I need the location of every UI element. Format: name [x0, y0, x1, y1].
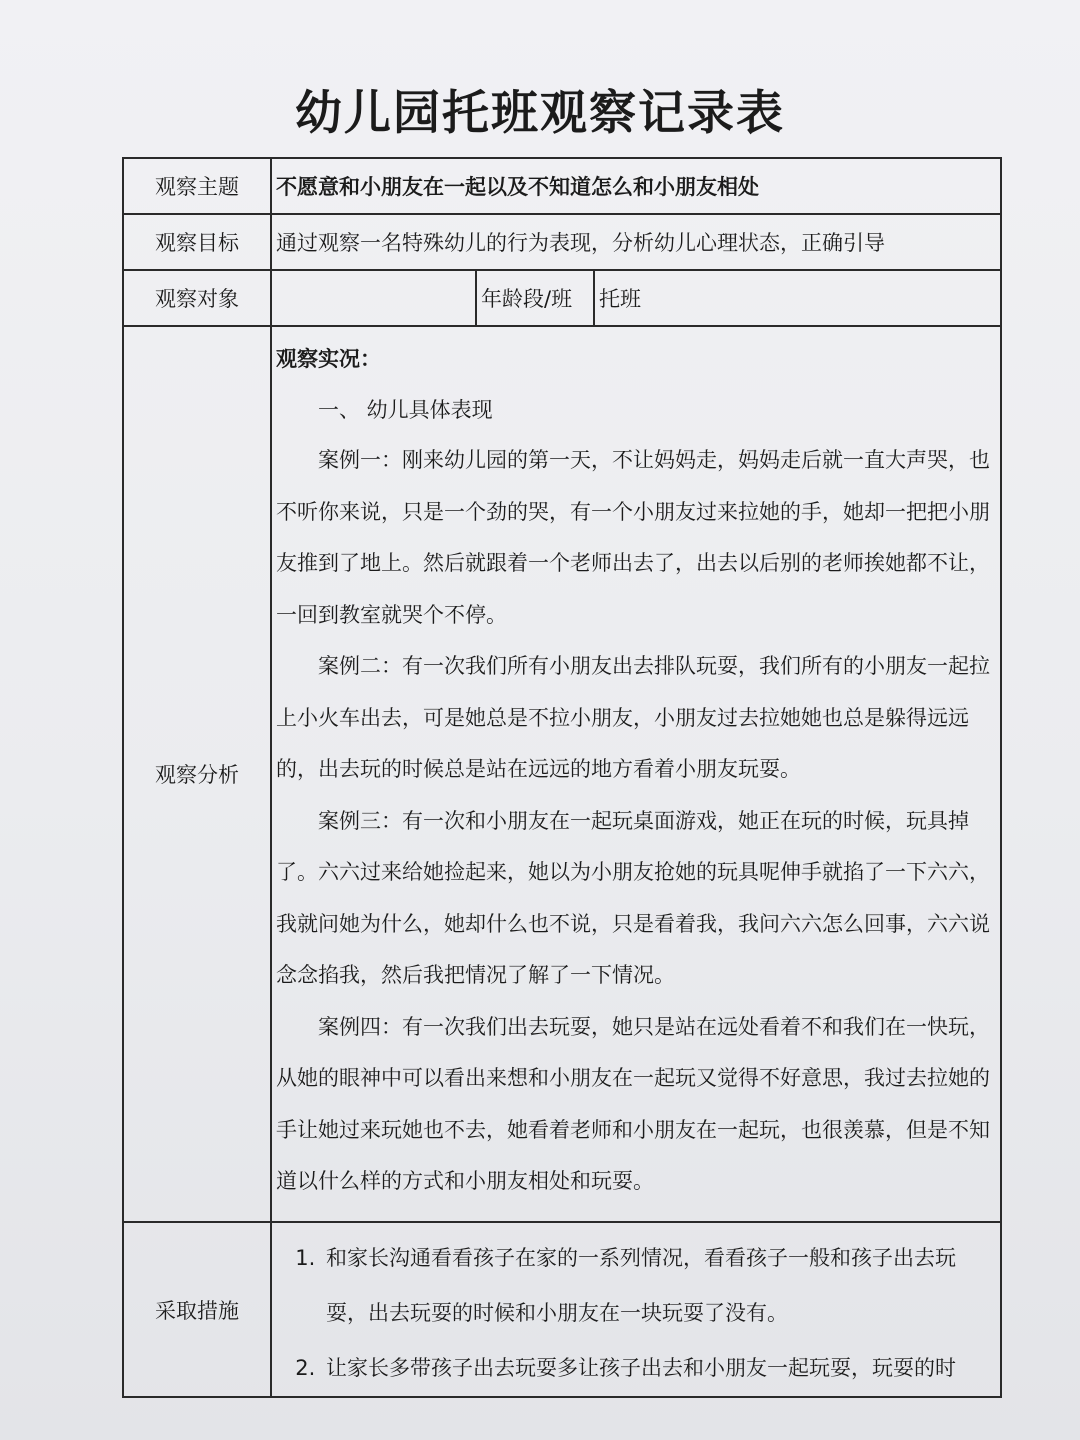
theme-value: 不愿意和小朋友在一起以及不知道怎么和小朋友相处 — [271, 158, 1001, 214]
row-analysis — [123, 326, 1001, 1222]
measures-content — [271, 1222, 1001, 1397]
analysis-content — [271, 326, 1001, 1222]
row-measures — [123, 1222, 1001, 1397]
case-paragraph: 案例三：有一次和小朋友在一起玩桌面游戏，她正在玩的时候，玩具掉了。六六过来给她捡起来，她以为小朋友抢她的玩具呢伸手就掐了一下六六，我就问她为什么，她却什么也不说，只是看着我，我问六六怎么回事，六六说念念掐我，然后我把情况了解了一下情况。 — [276, 808, 990, 987]
row-goal — [123, 214, 1001, 270]
subject-label: 观察对象 — [123, 270, 271, 326]
observation-form — [122, 157, 1002, 1398]
theme-label: 观察主题 — [123, 158, 271, 214]
case-paragraph: 案例一：刚来幼儿园的第一天，不让妈妈走，妈妈走后就一直大声哭，也不听你来说，只是一个劲的哭，有一个小朋友过来拉她的手，她却一把把小朋友推到了地上。然后就跟着一个老师出去了，出去以后别的老师挨她都不让，一回到教室就哭个不停。 — [276, 448, 990, 627]
measures-label: 采取措施 — [123, 1222, 271, 1397]
measures-list — [276, 1223, 996, 1396]
goal-label: 观察目标 — [123, 214, 271, 270]
goal-value: 通过观察一名特殊幼儿的行为表现，分析幼儿心理状态，正确引导 — [271, 214, 1001, 270]
age-value: 托班 — [594, 270, 1001, 326]
case-paragraph: 案例二：有一次我们所有小朋友出去排队玩耍，我们所有的小朋友一起拉上小火车出去，可是她总是不拉小朋友，小朋友过去拉她她也总是躲得远远的，出去玩的时候总是站在远远的地方看着小朋友玩耍。 — [276, 654, 990, 781]
row-theme — [123, 158, 1001, 214]
case-paragraph: 案例四：有一次我们出去玩耍，她只是站在远处看着不和我们在一快玩，从她的眼神中可以看出来想和小朋友在一起玩又觉得不好意思，我过去拉她的手让她过来玩她也不去，她看着老师和小朋友在一起玩，也很羡慕，但是不知道以什么样的方式和小朋友相处和玩耍。 — [276, 1014, 990, 1193]
analysis-label: 观察分析 — [123, 326, 271, 1222]
document-title: 幼儿园托班观察记录表 — [295, 86, 785, 141]
measure-item: 2. 让家长多带孩子出去玩耍多让孩子出去和小朋友一起玩耍，玩耍的时 — [322, 1341, 996, 1396]
age-label: 年龄段/班 — [476, 270, 594, 326]
measure-item: 1. 和家长沟通看看孩子在家的一系列情况，看看孩子一般和孩子出去玩耍，出去玩耍的时候和小朋友在一块玩耍了没有。 — [322, 1231, 996, 1341]
analysis-heading: 观察实况： — [276, 347, 381, 371]
subject-value — [271, 270, 476, 326]
row-subject — [123, 270, 1001, 326]
analysis-subheading: 一、 幼儿具体表现 — [318, 398, 493, 422]
